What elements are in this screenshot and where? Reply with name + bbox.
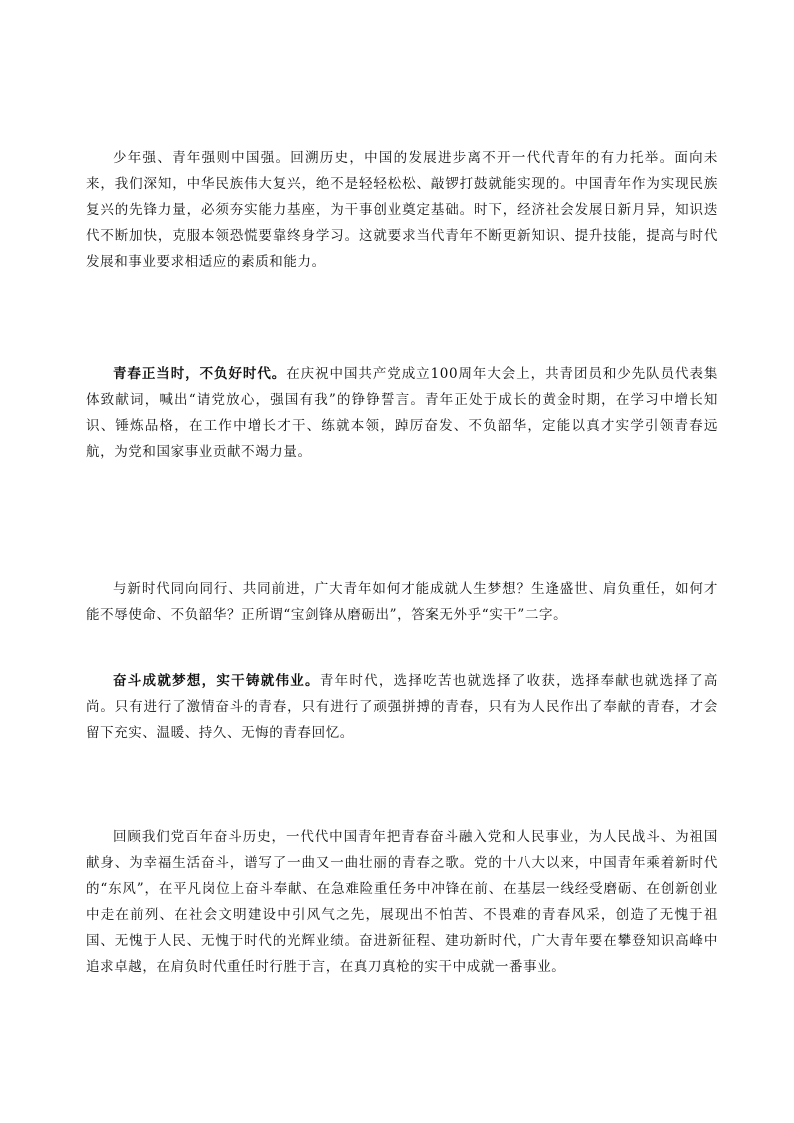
paragraph-4-lead: 奋斗成就梦想，实干铸就伟业。 — [113, 673, 320, 689]
paragraph-2-lead: 青春正当时，不负好时代。 — [113, 366, 287, 382]
paragraph-1-body: 少年强、青年强则中国强。回溯历史，中国的发展进步离不开一代代青年的有力托举。面向未来，我们深知，中华民族伟大复兴，绝不是轻轻松松、敲锣打鼓就能实现的。中国青年作为实现民族复兴的先锋力量，必须夯实能力基座，为干事创业奠定基础。时下，经济社会发展日新月异，知识迭代不断加快，克服本领恐慌要靠终身学习。这就要求当代青年不断更新知识、提升技能，提高与时代发展和事业要求相适应的素质和能力。 — [86, 150, 718, 270]
paragraph-5 — [86, 824, 718, 980]
paragraph-3 — [86, 576, 718, 628]
paragraph-2 — [86, 361, 718, 465]
paragraph-2-body: 在庆祝中国共产党成立100周年大会上，共青团员和少先队员代表集体致献词，喊出“请党放心，强国有我”的铮铮誓言。青年正处于成长的黄金时期，在学习中增长知识、锤炼品格，在工作中增长才干、练就本领，踔厉奋发、不负韶华，定能以真才实学引领青春远航，为党和国家事业贡献不竭力量。 — [86, 366, 718, 460]
paragraph-4 — [86, 668, 718, 746]
paragraph-1 — [86, 145, 718, 275]
paragraph-5-body: 回顾我们党百年奋斗历史，一代代中国青年把青春奋斗融入党和人民事业，为人民战斗、为祖国献身、为幸福生活奋斗，谱写了一曲又一曲壮丽的青春之歌。党的十八大以来，中国青年乘着新时代的“东风”，在平凡岗位上奋斗奉献、在急难险重任务中冲锋在前、在基层一线经受磨砺、在创新创业中走在前列、在社会文明建设中引风气之先，展现出不怕苦、不畏难的青春风采，创造了无愧于祖国、无愧于人民、无愧于时代的光辉业绩。奋进新征程、建功新时代，广大青年要在攀登知识高峰中追求卓越，在肩负时代重任时行胜于言，在真刀真枪的实干中成就一番事业。 — [86, 829, 718, 975]
paragraph-3-body: 与新时代同向同行、共同前进，广大青年如何才能成就人生梦想？生逢盛世、肩负重任，如何才能不辱使命、不负韶华？正所谓“宝剑锋从磨砺出”，答案无外乎“实干”二字。 — [86, 581, 718, 623]
paragraph-4-body: 青年时代，选择吃苦也就选择了收获，选择奉献也就选择了高尚。只有进行了激情奋斗的青春，只有进行了顽强拼搏的青春，只有为人民作出了奉献的青春，才会留下充实、温暖、持久、无悔的青春回忆。 — [86, 673, 718, 741]
